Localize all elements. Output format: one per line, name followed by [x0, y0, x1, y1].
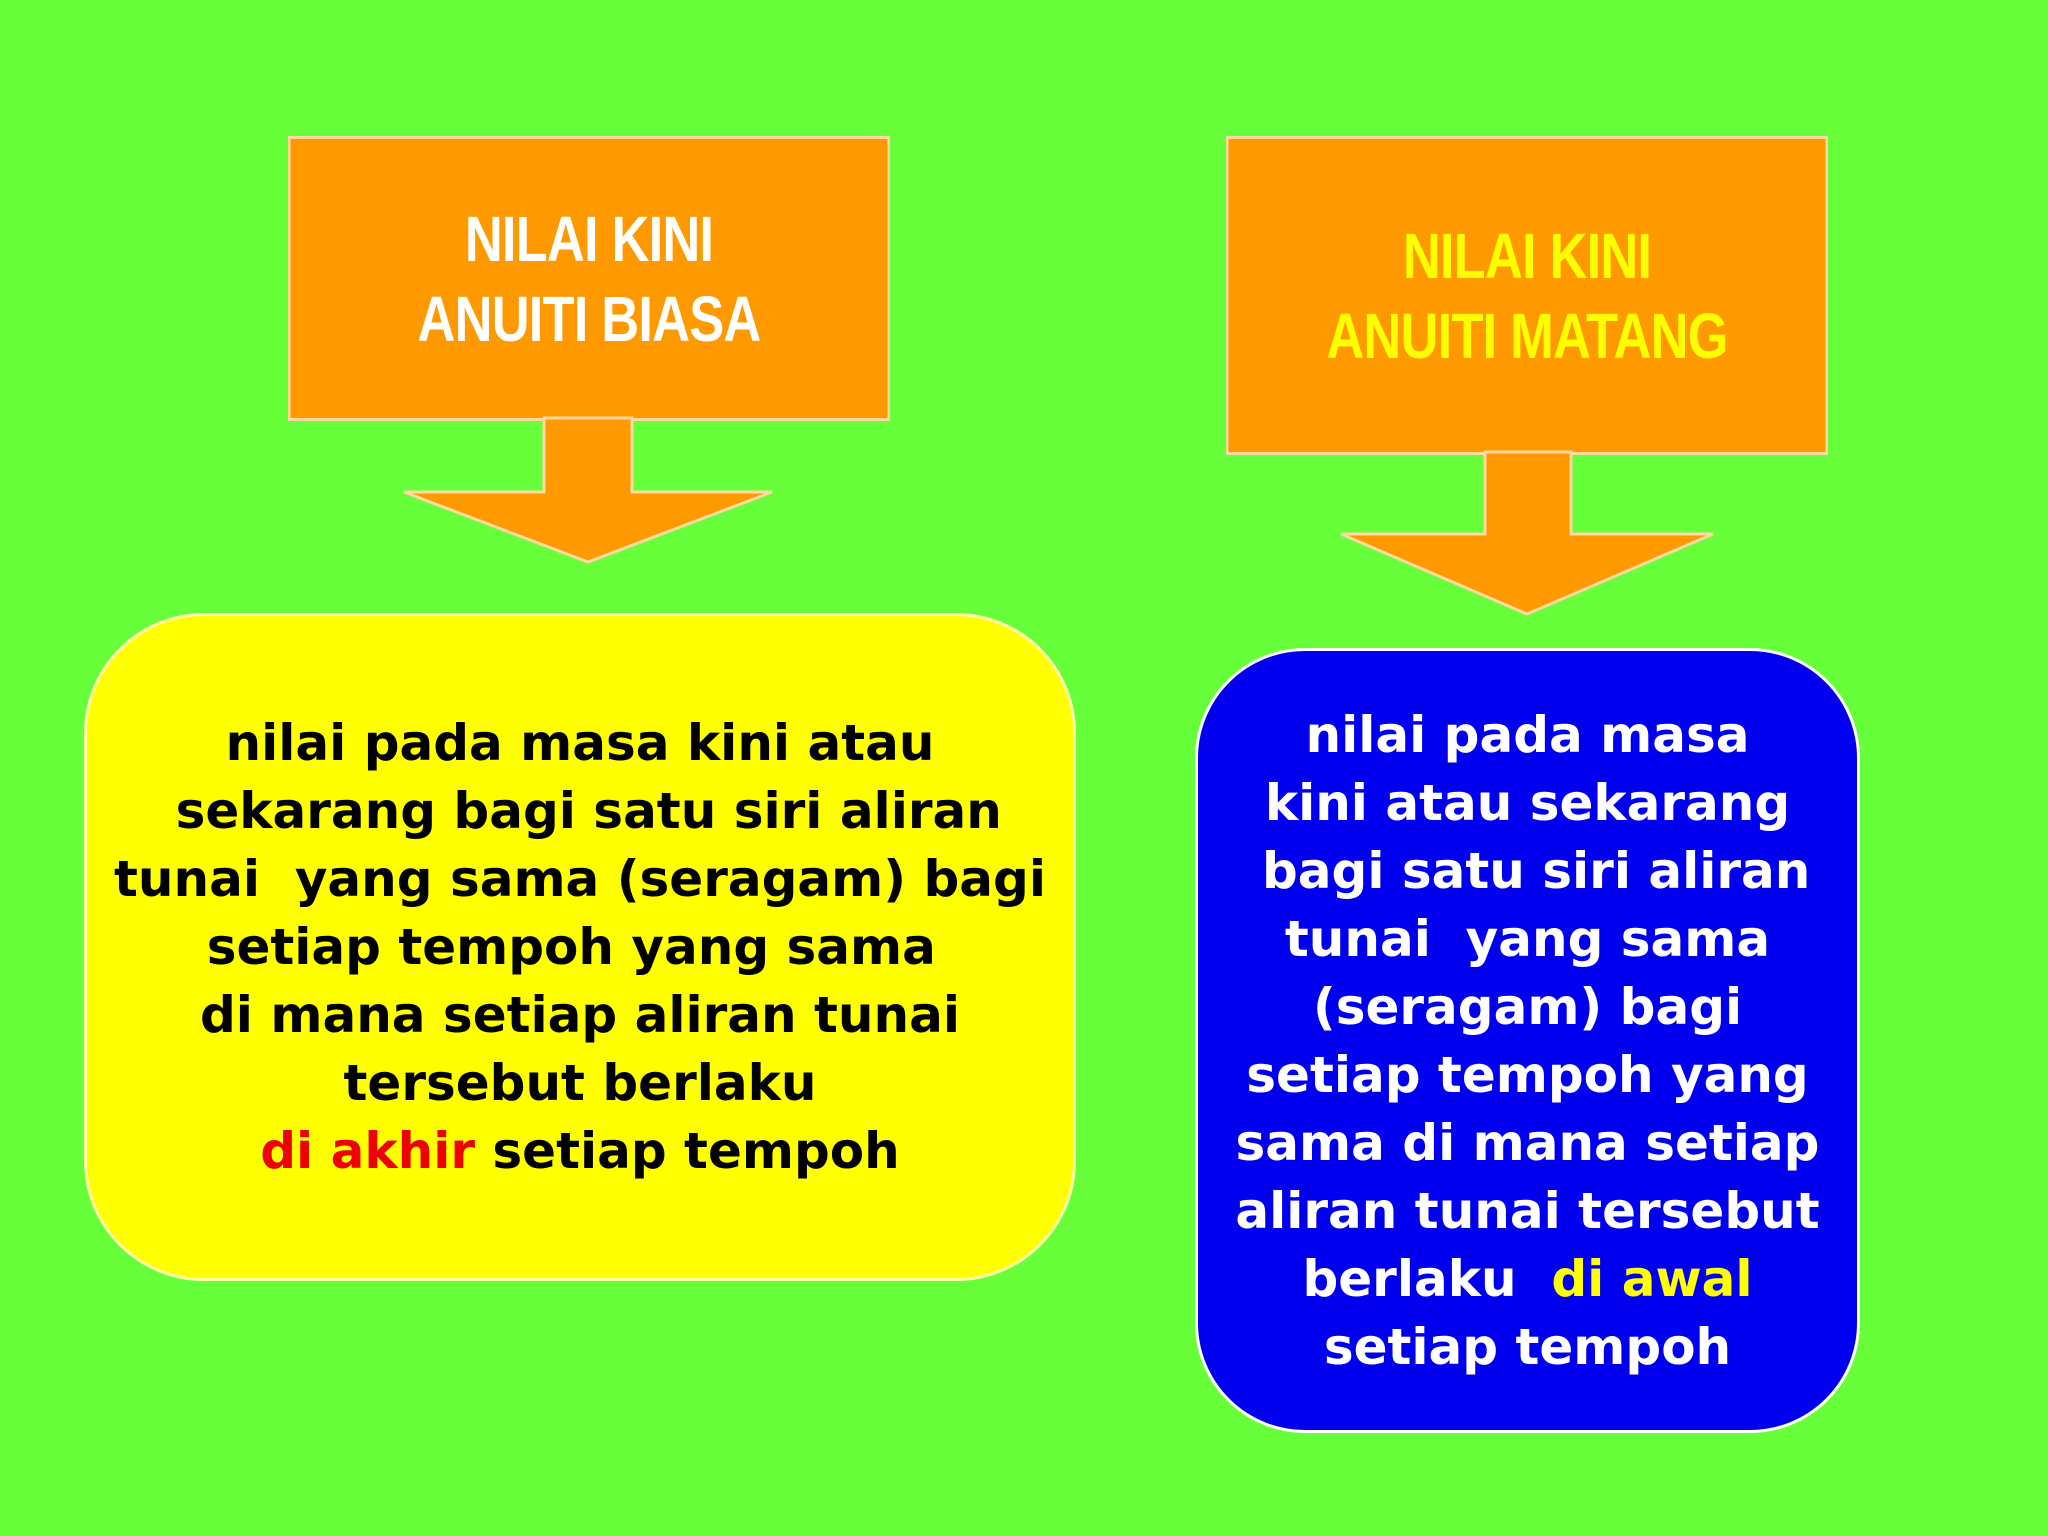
definition-line: tersebut berlaku	[343, 1054, 817, 1112]
header-left-line2: ANUITI BIASA	[417, 282, 761, 355]
definition-line: nilai pada masa kini atau	[225, 714, 935, 772]
arrow-down-right	[1335, 450, 1725, 618]
header-left-line1: NILAI KINI	[464, 202, 714, 275]
definition-line: nilai pada masa	[1305, 705, 1750, 764]
definition-line: kini atau sekarang	[1264, 773, 1791, 832]
definition-line: setiap tempoh	[1323, 1317, 1732, 1376]
header-right-line1: NILAI KINI	[1402, 219, 1652, 292]
header-nilai-kini-anuiti-biasa	[288, 136, 890, 421]
definition-line: (seragam) bagi	[1312, 977, 1743, 1036]
definition-line-suffix: setiap tempoh	[475, 1122, 900, 1180]
definition-line: tunai yang sama (seragam) bagi	[114, 850, 1046, 908]
definition-line: sekarang bagi satu siri aliran	[158, 782, 1002, 840]
definition-line: tunai yang sama	[1284, 909, 1771, 968]
highlight-di-akhir: di akhir	[260, 1122, 475, 1180]
definition-box-anuiti-matang	[1195, 648, 1860, 1433]
definition-line: setiap tempoh yang sama	[206, 918, 954, 976]
definition-last-line	[260, 1117, 899, 1185]
definition-line: di mana setiap aliran tunai	[200, 986, 960, 1044]
definition-box-anuiti-biasa	[84, 613, 1076, 1281]
definition-line: sama di mana setiap	[1235, 1113, 1820, 1172]
definition-line-prefix: berlaku	[1302, 1249, 1552, 1308]
definition-line: aliran tunai tersebut	[1235, 1181, 1820, 1240]
definition-line: bagi satu siri aliran	[1244, 841, 1811, 900]
header-right-line2: ANUITI MATANG	[1326, 299, 1728, 372]
header-nilai-kini-anuiti-matang	[1226, 136, 1828, 455]
definition-highlight-line	[1302, 1245, 1752, 1313]
arrow-down-left	[398, 416, 788, 566]
definition-line: setiap tempoh yang	[1246, 1045, 1809, 1104]
highlight-di-awal: di awal	[1551, 1249, 1753, 1308]
